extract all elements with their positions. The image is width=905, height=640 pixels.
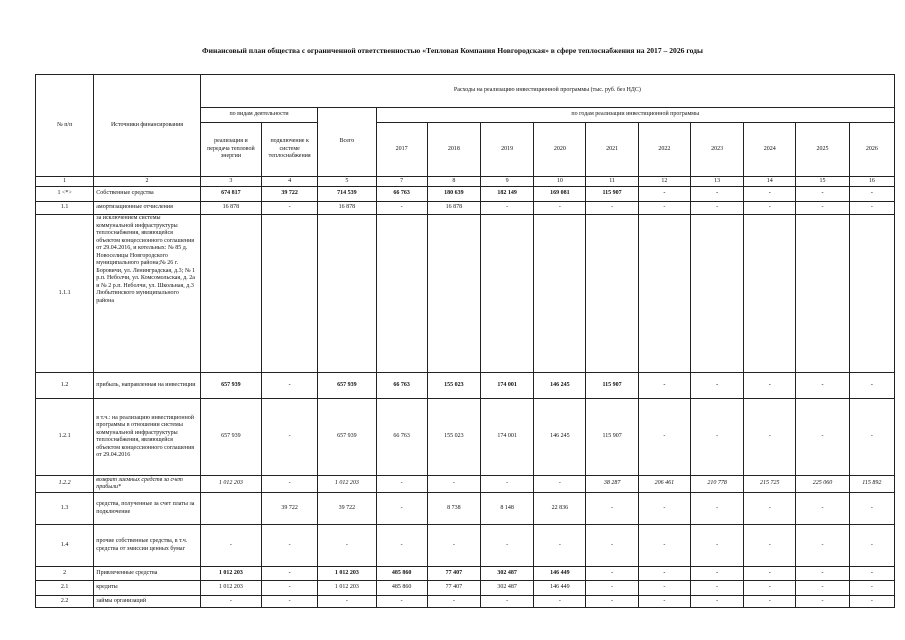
header-year: 2021: [586, 123, 638, 177]
row-year-value: 210 778: [690, 476, 743, 493]
row-number: 1.1: [36, 202, 94, 215]
row-year-value: -: [586, 493, 638, 525]
header-by-years: по годам реализации инвестиционной программы: [376, 108, 894, 123]
row-year-value: -: [481, 596, 534, 608]
row-year-value: 215 725: [744, 476, 796, 493]
row-number: 1.2.2: [36, 476, 94, 493]
row-year-value: [744, 215, 796, 373]
row-year-value: [796, 215, 849, 373]
row-year-value: 155 023: [427, 373, 480, 399]
row-year-value: 174 001: [481, 373, 534, 399]
table-row: [36, 476, 895, 493]
row-year-value: 8 148: [481, 493, 534, 525]
table-row: [36, 567, 895, 581]
row-number: 2: [36, 567, 94, 581]
row-year-value: -: [690, 399, 743, 476]
column-index: 5: [318, 177, 376, 187]
row-activity-heat: 1 012 203: [200, 567, 261, 581]
table-row: [36, 525, 895, 567]
row-year-value: -: [796, 399, 849, 476]
row-activity-heat: -: [200, 596, 261, 608]
column-index: 1: [36, 177, 94, 187]
row-source: Собственные средства: [94, 187, 200, 202]
table-body: [36, 187, 895, 608]
row-year-value: -: [638, 399, 690, 476]
row-year-value: -: [796, 187, 849, 202]
row-year-value: -: [586, 525, 638, 567]
header-year: 2023: [690, 123, 743, 177]
row-year-value: -: [481, 476, 534, 493]
row-year-value: 115 907: [586, 373, 638, 399]
row-activity-heat: 674 817: [200, 187, 261, 202]
header-year: 2024: [744, 123, 796, 177]
row-year-value: 77 407: [427, 567, 480, 581]
row-activity-connection: [262, 215, 318, 373]
row-total: [318, 215, 376, 373]
row-year-value: -: [376, 525, 427, 567]
row-year-value: -: [796, 373, 849, 399]
row-year-value: -: [796, 596, 849, 608]
row-year-value: 16 878: [427, 202, 480, 215]
table-row: [36, 187, 895, 202]
row-year-value: -: [427, 476, 480, 493]
row-number: 1.2: [36, 373, 94, 399]
column-index: 3: [200, 177, 261, 187]
row-year-value: -: [586, 202, 638, 215]
column-index: 10: [534, 177, 586, 187]
row-source: средства, полученные за счет платы за подключение: [94, 493, 200, 525]
row-source: займы организаций: [94, 596, 200, 608]
row-year-value: -: [638, 373, 690, 399]
row-year-value: [534, 215, 586, 373]
row-year-value: -: [796, 202, 849, 215]
column-index: 12: [638, 177, 690, 187]
row-source: амортизационные отчисления: [94, 202, 200, 215]
row-year-value: 206 461: [638, 476, 690, 493]
row-year-value: -: [427, 596, 480, 608]
header-year: 2020: [534, 123, 586, 177]
row-year-value: -: [586, 581, 638, 596]
row-year-value: 8 738: [427, 493, 480, 525]
row-year-value: -: [638, 567, 690, 581]
row-year-value: -: [744, 187, 796, 202]
row-year-value: [849, 215, 894, 373]
header-activity-2: подключение к системе теплоснабжения: [262, 123, 318, 177]
row-year-value: -: [690, 581, 743, 596]
row-year-value: -: [690, 567, 743, 581]
row-source: Привлеченные средства: [94, 567, 200, 581]
header-year: 2026: [849, 123, 894, 177]
table-row: [36, 373, 895, 399]
row-year-value: 180 639: [427, 187, 480, 202]
header-year: 2025: [796, 123, 849, 177]
table-row: [36, 202, 895, 215]
row-year-value: 22 836: [534, 493, 586, 525]
row-year-value: -: [744, 493, 796, 525]
row-total: 1 012 203: [318, 476, 376, 493]
header-year: 2018: [427, 123, 480, 177]
row-activity-heat: 1 012 203: [200, 581, 261, 596]
row-year-value: -: [744, 581, 796, 596]
row-year-value: [376, 215, 427, 373]
row-year-value: 66 763: [376, 399, 427, 476]
row-year-value: 485 860: [376, 581, 427, 596]
row-year-value: 77 407: [427, 581, 480, 596]
row-total: 657 939: [318, 399, 376, 476]
column-index: 7: [376, 177, 427, 187]
row-year-value: 485 860: [376, 567, 427, 581]
row-year-value: 182 149: [481, 187, 534, 202]
row-year-value: -: [481, 525, 534, 567]
row-activity-heat: [200, 493, 261, 525]
row-total: 714 539: [318, 187, 376, 202]
column-index: 14: [744, 177, 796, 187]
row-number: 1 <*>: [36, 187, 94, 202]
column-index: 11: [586, 177, 638, 187]
row-source: кредиты: [94, 581, 200, 596]
row-activity-heat: 657 939: [200, 373, 261, 399]
row-year-value: -: [744, 399, 796, 476]
row-activity-connection: -: [262, 567, 318, 581]
row-year-value: -: [427, 525, 480, 567]
row-total: -: [318, 525, 376, 567]
row-activity-connection: -: [262, 202, 318, 215]
row-activity-connection: -: [262, 476, 318, 493]
row-source: прибыль, направленная на инвестиции: [94, 373, 200, 399]
column-index: 9: [481, 177, 534, 187]
row-year-value: -: [796, 493, 849, 525]
row-year-value: [427, 215, 480, 373]
row-activity-connection: -: [262, 373, 318, 399]
table-row: [36, 581, 895, 596]
row-year-value: -: [690, 202, 743, 215]
row-year-value: -: [744, 567, 796, 581]
row-year-value: 66 763: [376, 373, 427, 399]
row-year-value: -: [690, 373, 743, 399]
row-year-value: -: [849, 581, 894, 596]
row-year-value: -: [376, 202, 427, 215]
row-activity-connection: -: [262, 399, 318, 476]
row-activity-connection: -: [262, 596, 318, 608]
row-year-value: 66 763: [376, 187, 427, 202]
row-year-value: [586, 215, 638, 373]
row-total: -: [318, 596, 376, 608]
row-year-value: -: [534, 525, 586, 567]
row-year-value: -: [690, 525, 743, 567]
row-year-value: -: [376, 493, 427, 525]
row-activity-connection: 39 722: [262, 493, 318, 525]
header-activity-1: реализация и передача тепловой энергии: [200, 123, 261, 177]
row-year-value: -: [638, 493, 690, 525]
header-no: № п/п: [36, 75, 94, 177]
row-year-value: 115 907: [586, 399, 638, 476]
header-year: 2017: [376, 123, 427, 177]
row-year-value: -: [586, 596, 638, 608]
row-year-value: 225 060: [796, 476, 849, 493]
row-activity-connection: -: [262, 581, 318, 596]
row-year-value: -: [796, 567, 849, 581]
row-year-value: 174 001: [481, 399, 534, 476]
row-year-value: -: [586, 567, 638, 581]
financial-plan-table: [35, 74, 895, 608]
row-year-value: 169 081: [534, 187, 586, 202]
row-year-value: -: [744, 373, 796, 399]
row-year-value: -: [690, 187, 743, 202]
row-number: 2.1: [36, 581, 94, 596]
row-year-value: -: [796, 525, 849, 567]
row-year-value: -: [849, 187, 894, 202]
column-index: 2: [94, 177, 200, 187]
table-row: [36, 399, 895, 476]
row-year-value: -: [744, 202, 796, 215]
column-index: 15: [796, 177, 849, 187]
column-index: 16: [849, 177, 894, 187]
row-activity-heat: -: [200, 525, 261, 567]
row-source: за исключением системы коммунальной инфраструктуры теплоснабжения, являющейся объектом концессионного соглашения от 29.04.2016, и котельных: № 85 д. Новоселицы Новгородского муниципального района;№ 26 г. Боровичи, ул. Ленинградская, д.3; № 1 р.п. Неболчи, ул. Комсомольская, д. 2а и № 2 р.п. Неболчи, ул. Школьная, д.3 Любытинского муниципального района: [94, 215, 200, 373]
row-year-value: [638, 215, 690, 373]
row-year-value: 146 245: [534, 399, 586, 476]
row-year-value: [481, 215, 534, 373]
row-year-value: -: [638, 202, 690, 215]
row-number: 1.3: [36, 493, 94, 525]
column-index: 13: [690, 177, 743, 187]
row-activity-heat: 16 878: [200, 202, 261, 215]
table-row: [36, 493, 895, 525]
row-year-value: -: [849, 202, 894, 215]
row-source: прочие собственные средства, в т.ч. средства от эмиссии ценных бумаг: [94, 525, 200, 567]
row-year-value: -: [534, 476, 586, 493]
row-year-value: -: [744, 525, 796, 567]
row-year-value: -: [534, 596, 586, 608]
row-number: 1.1.1: [36, 215, 94, 373]
header-year: 2022: [638, 123, 690, 177]
row-year-value: -: [849, 373, 894, 399]
header-total: Всего: [318, 108, 376, 177]
row-total: 39 722: [318, 493, 376, 525]
row-activity-heat: 657 939: [200, 399, 261, 476]
row-source: в т.ч.: на реализацию инвестиционной программы в отношении системы коммунальной инфраструктуры теплоснабжения, являющейся объектом концессионного соглашения от 29.04.2016: [94, 399, 200, 476]
row-year-value: -: [690, 493, 743, 525]
row-activity-heat: 1 012 203: [200, 476, 261, 493]
row-number: 1.4: [36, 525, 94, 567]
row-activity-heat: [200, 215, 261, 373]
row-year-value: 146 449: [534, 567, 586, 581]
document-title: Финансовый план общества с ограниченной ответственностью «Тепловая Компания Новгородская» в сфере теплоснабжения на 2017 – 2026 годы: [202, 46, 703, 55]
row-total: 1 012 203: [318, 581, 376, 596]
row-activity-connection: 39 722: [262, 187, 318, 202]
row-total: 1 012 203: [318, 567, 376, 581]
row-source: возврат заемных средств за счет прибыли*: [94, 476, 200, 493]
row-number: 1.2.1: [36, 399, 94, 476]
row-year-value: -: [849, 399, 894, 476]
header-source: Источники финансирования: [94, 75, 200, 177]
row-year-value: -: [796, 581, 849, 596]
row-year-value: [690, 215, 743, 373]
row-year-value: 155 023: [427, 399, 480, 476]
row-year-value: 146 245: [534, 373, 586, 399]
table-row: [36, 215, 895, 373]
row-total: 16 878: [318, 202, 376, 215]
row-year-value: 146 449: [534, 581, 586, 596]
row-year-value: 38 287: [586, 476, 638, 493]
header-by-activity: по видам деятельности: [200, 108, 318, 123]
row-year-value: -: [849, 525, 894, 567]
row-activity-connection: -: [262, 525, 318, 567]
row-year-value: -: [849, 493, 894, 525]
row-year-value: 115 907: [586, 187, 638, 202]
row-year-value: -: [849, 596, 894, 608]
row-year-value: -: [376, 596, 427, 608]
column-index: 4: [262, 177, 318, 187]
row-year-value: -: [744, 596, 796, 608]
row-year-value: -: [481, 202, 534, 215]
table-row: [36, 596, 895, 608]
row-year-value: 115 892: [849, 476, 894, 493]
row-year-value: 302 487: [481, 581, 534, 596]
row-year-value: -: [638, 581, 690, 596]
header-expenses: Расходы на реализацию инвестиционной программы (тыс. руб. без НДС): [200, 75, 894, 108]
row-year-value: -: [534, 202, 586, 215]
row-year-value: 302 487: [481, 567, 534, 581]
column-index: 8: [427, 177, 480, 187]
row-total: 657 939: [318, 373, 376, 399]
header-year: 2019: [481, 123, 534, 177]
row-number: 2.2: [36, 596, 94, 608]
row-year-value: -: [638, 525, 690, 567]
row-year-value: -: [638, 187, 690, 202]
row-year-value: -: [690, 596, 743, 608]
row-year-value: -: [638, 596, 690, 608]
row-year-value: -: [376, 476, 427, 493]
row-year-value: -: [849, 567, 894, 581]
